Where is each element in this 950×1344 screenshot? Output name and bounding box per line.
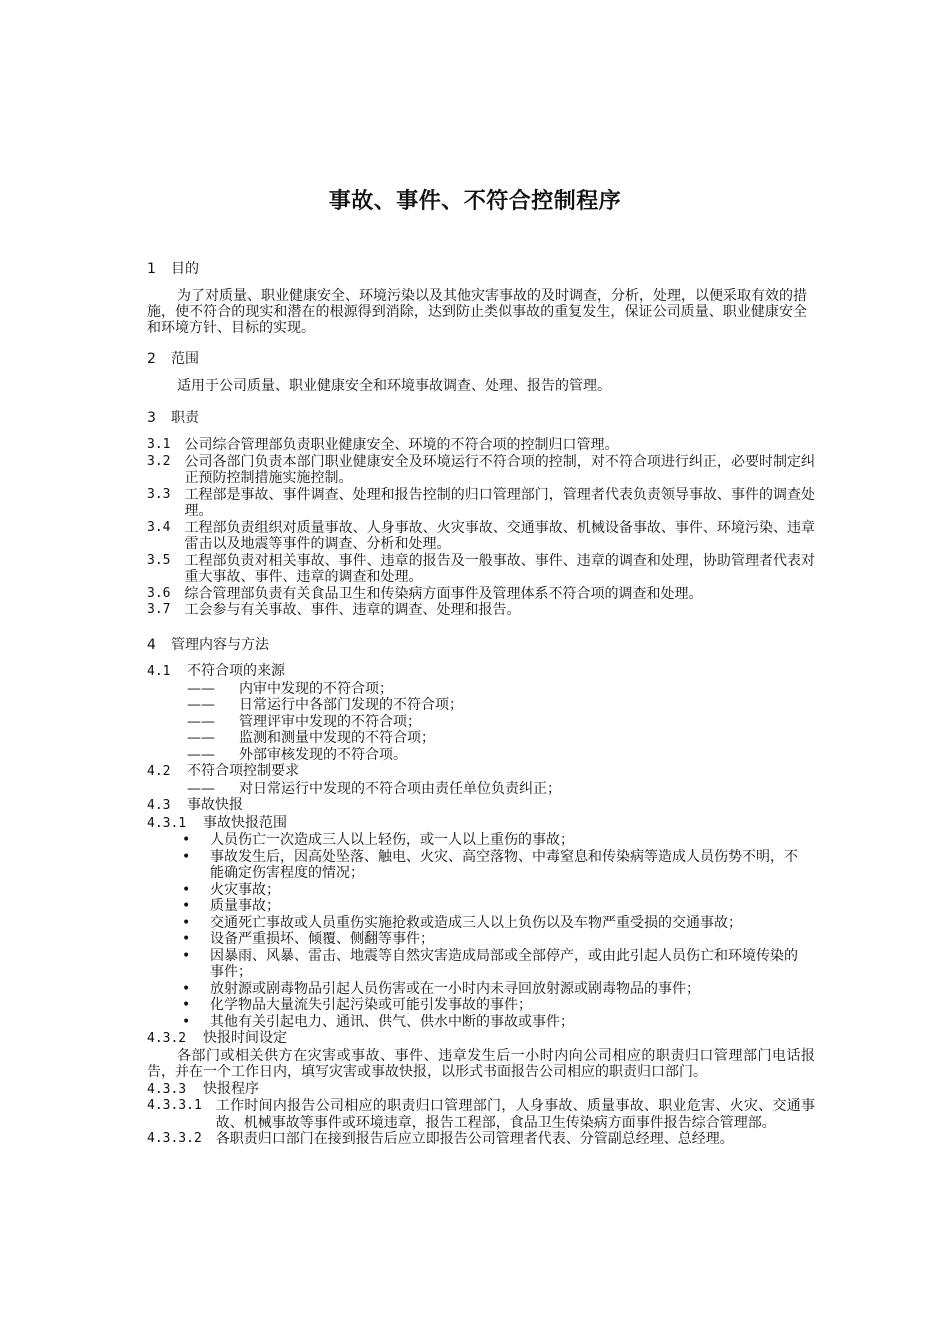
section-2-heading: 2 范围 [147, 351, 199, 367]
subsection-4-3-3-heading: 4.3.3 快报程序 [147, 1080, 259, 1097]
dash-item: —— 管理评审中发现的不符合项； [187, 713, 421, 730]
duty-item: 3.6 综合管理部负责有关食品卫生和传染病方面事件及管理体系不符合项的调查和处理。 [147, 585, 703, 602]
dash-item: —— 内审中发现的不符合项； [187, 680, 393, 697]
section-4-heading: 4 管理内容与方法 [147, 637, 269, 653]
bullet-item: • 人员伤亡一次造成三人以上轻伤，或一人以上重伤的事故； [182, 832, 574, 848]
section-1-text: 为了对质量、职业健康安全、环境污染以及其他灾害事故的及时调查，分析，处理，以便采取有效的措施，使不符合的现实和潜在的根源得到消除，达到防止类似事故的重复发生，保证公司质量、职业健康安全和环境方针、目标的实现。 [147, 288, 807, 336]
bullet-item: • 设备严重损坏、倾覆、侧翻等事件； [182, 931, 434, 947]
duty-item: 3.2 公司各部门负责本部门职业健康安全及环境运行不符合项的控制，对不符合项进行纠正，必要时制定纠正预防控制措施实施控制。 [147, 453, 815, 486]
section-3-heading: 3 职责 [147, 410, 199, 426]
bullet-item: • 因暴雨、风暴、雷击、地震等自然灾害造成局部或全部停产，或由此引起人员伤亡和环境传染的事件； [182, 947, 798, 980]
subsection-4-3-heading: 4.3 事故快报 [147, 797, 243, 813]
subsection-4-3-1-heading: 4.3.1 事故快报范围 [147, 814, 287, 831]
duty-item: 3.1 公司综合管理部负责职业健康安全、环境的不符合项的控制归口管理。 [147, 437, 619, 453]
duty-item: 3.5 工程部负责对相关事故、事件、违章的报告及一般事故、事件、违章的调查和处理，协助管理者代表对重大事故、事件、违章的调查和处理。 [147, 552, 815, 585]
section-2-text: 适用于公司质量、职业健康安全和环境事故调查、处理、报告的管理。 [177, 378, 611, 394]
bullet-item: • 质量事故； [182, 898, 280, 914]
dash-item: —— 外部审核发现的不符合项。 [187, 746, 407, 763]
procedure-item: 4.3.3.1 工作时间内报告公司相应的职责归口管理部门，人身事故、质量事故、职业危害、火灾、交通事故、机械事故等事件或环境违章，报告工程部，食品卫生传染病方面事件报告综合管理部。 [147, 1098, 815, 1131]
bullet-item: • 交通死亡事故或人员重伤实施抢救或造成三人以上负伤以及车物严重受损的交通事故； [182, 914, 742, 931]
subsection-4-3-2-text: 各部门或相关供方在灾害或事故、事件、违章发生后一小时内向公司相应的职责归口管理部门电话报告，并在一个工作日内，填写灾害或事故快报，以形式书面报告公司相应的职责归口部门。 [147, 1047, 815, 1080]
bullet-item: • 化学物品大量流失引起污染或可能引发事故的事件； [182, 997, 532, 1013]
bullet-item: • 其他有关引起电力、通讯、供气、供水中断的事故或事件； [182, 1013, 574, 1030]
dash-item: —— 日常运行中各部门发现的不符合项； [187, 697, 463, 713]
section-3-items [147, 437, 815, 619]
dash-item: —— 监测和测量中发现的不符合项； [187, 730, 435, 746]
duty-item: 3.4 工程部负责组织对质量事故、人身事故、火灾事故、交通事故、机械设备事故、事件、环境污染、违章雷击以及地震等事件的调查、分析和处理。 [147, 519, 815, 552]
section-1-heading: 1 目的 [147, 261, 199, 277]
procedure-item: 4.3.3.2 各职责归口部门在接到报告后应立即报告公司管理者代表、分管副总经理、总经理。 [147, 1131, 734, 1147]
bullet-item: • 火灾事故； [182, 881, 280, 898]
dash-item: —— 对日常运行中发现的不符合项由责任单位负责纠正； [187, 780, 561, 797]
duty-item: 3.3 工程部是事故、事件调查、处理和报告控制的归口管理部门，管理者代表负责领导事故、事件的调查处理。 [147, 486, 815, 519]
subsection-4-2-heading: 4.2 不符合项控制要求 [147, 763, 299, 779]
bullet-item: • 事故发生后，因高处坠落、触电、火灾、高空落物、中毒窒息和传染病等造成人员伤势不明，不能确定伤害程度的情况； [182, 848, 798, 881]
subsection-4-1-heading: 4.1 不符合项的来源 [147, 663, 285, 679]
section-4-body [147, 663, 815, 1148]
duty-item: 3.7 工会参与有关事故、事件、违章的调查、处理和报告。 [147, 602, 521, 618]
bullet-item: • 放射源或剧毒物品引起人员伤害或在一小时内未寻回放射源或剧毒物品的事件； [182, 980, 700, 997]
subsection-4-3-2-heading: 4.3.2 快报时间设定 [147, 1030, 287, 1046]
page-title: 事故、事件、不符合控制程序 [328, 189, 622, 214]
